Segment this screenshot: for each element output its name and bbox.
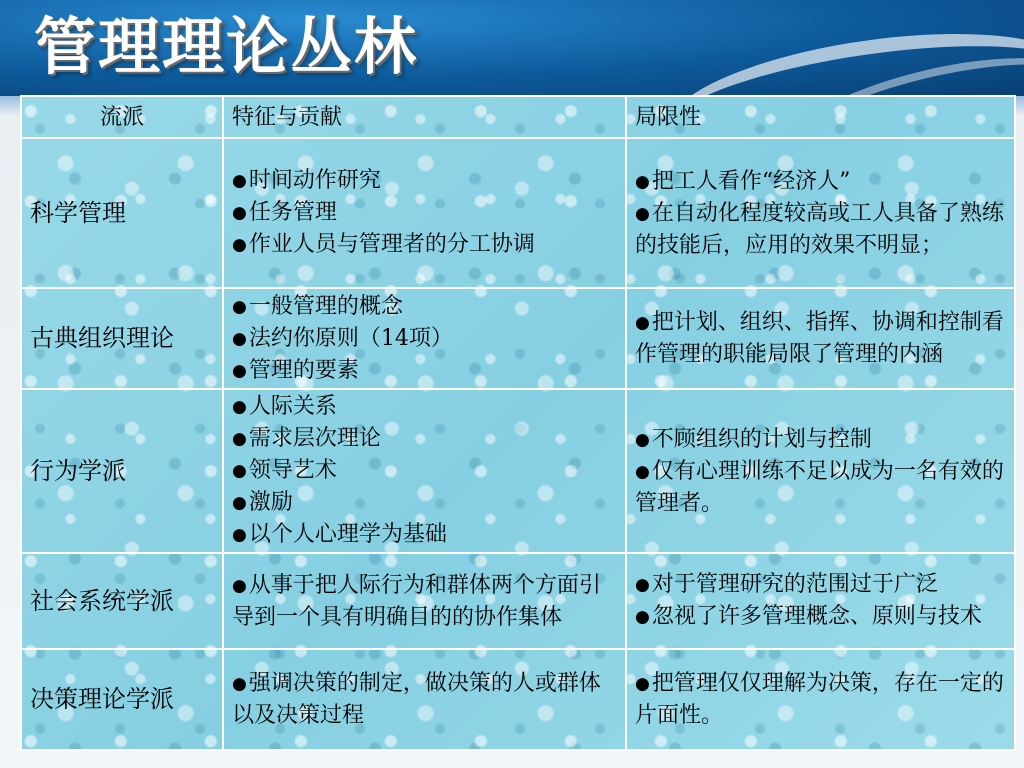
bullet-item (635, 198, 1006, 261)
header-school: 流派 (21, 96, 223, 138)
bullet-item (232, 391, 617, 423)
bullet-icon: ● (232, 461, 247, 481)
bullet-item (232, 291, 617, 323)
bullet-icon: ● (232, 171, 247, 191)
features-cell (223, 553, 626, 649)
header-features: 特征与贡献 (223, 96, 626, 138)
bullet-text: 忽视了许多管理概念、原则与技术 (651, 604, 982, 629)
bullet-text: 强调决策的制定，做决策的人或群体以及决策过程 (232, 671, 601, 728)
bullet-item (232, 197, 617, 229)
bullet-text: 一般管理的概念 (248, 293, 403, 319)
school-name: 决策理论学派 (21, 649, 223, 750)
school-name: 行为学派 (21, 389, 223, 553)
limitations-cell (626, 288, 1015, 389)
table-row (21, 389, 1015, 553)
table-row (21, 649, 1015, 750)
bullet-icon: ● (232, 429, 247, 449)
features-cell (223, 288, 626, 389)
bullet-text: 时间动作研究 (248, 168, 381, 193)
bullet-text: 以个人心理学为基础 (248, 522, 447, 547)
table-row (21, 138, 1015, 288)
bullet-text: 领导艺术 (248, 458, 337, 483)
bullet-text: 需求层次理论 (248, 426, 381, 451)
bullet-text: 对于管理研究的范围过于广泛 (651, 572, 938, 597)
bullet-text: 从事于把人际行为和群体两个方面引导到一个具有明确目的的协作集体 (232, 572, 601, 630)
bullet-item (232, 668, 617, 731)
bullet-item (232, 355, 617, 387)
bullet-text: 人际关系 (248, 394, 337, 419)
limitations-cell (626, 138, 1015, 288)
limitations-cell (626, 389, 1015, 553)
bullet-item (635, 601, 1006, 633)
bullet-item (232, 229, 617, 261)
bullet-icon: ● (232, 397, 247, 417)
bullet-icon: ● (232, 235, 247, 255)
bullet-icon: ● (232, 493, 247, 513)
bullet-icon: ● (635, 171, 650, 192)
school-name: 科学管理 (21, 138, 223, 288)
bullet-item (232, 165, 617, 197)
theory-table-container (20, 95, 1014, 749)
table-row (21, 553, 1015, 649)
bullet-icon: ● (635, 575, 650, 595)
slide-title: 管理理论丛林 (34, 10, 419, 83)
bullet-text: 任务管理 (248, 200, 337, 225)
table-row (21, 288, 1015, 389)
school-name: 古典组织理论 (21, 288, 223, 389)
bullet-item (635, 569, 1006, 601)
bullet-item (232, 487, 617, 519)
bullet-text: 把管理仅仅理解为决策，存在一定的片面性。 (635, 671, 1004, 728)
bullet-icon: ● (232, 203, 247, 223)
bullet-text: 不顾组织的计划与控制 (651, 426, 872, 452)
bullet-item (232, 323, 617, 355)
features-cell (223, 649, 626, 750)
school-name: 社会系统学派 (21, 553, 223, 649)
bullet-text: 仅有心理训练不足以成为一名有效的管理者。 (635, 458, 1004, 516)
header-limitations: 局限性 (626, 96, 1015, 138)
bullet-icon: ● (232, 575, 247, 596)
bullet-icon: ● (635, 429, 650, 450)
bullet-icon: ● (232, 525, 247, 545)
limitations-cell (626, 553, 1015, 649)
bullet-text: 在自动化程度较高或工人具备了熟练的技能后，应用的效果不明显； (635, 200, 1004, 258)
bullet-item (635, 668, 1006, 731)
bullet-icon: ● (635, 461, 650, 482)
bullet-text: 管理的要素 (248, 357, 359, 383)
bullet-item (635, 307, 1006, 370)
bullet-icon: ● (635, 607, 650, 627)
bullet-item (232, 519, 617, 551)
table-header-row (21, 96, 1015, 138)
bullet-icon: ● (232, 674, 247, 694)
bullet-text: 法约你原则（14项） (248, 325, 453, 351)
features-cell (223, 389, 626, 553)
bullet-text: 把计划、组织、指挥、协调和控制看作管理的职能局限了管理的内涵 (635, 310, 1004, 367)
bullet-text: 作业人员与管理者的分工协调 (248, 232, 535, 257)
bullet-item (232, 570, 617, 633)
bullet-icon: ● (635, 313, 650, 333)
bullet-item (232, 423, 617, 455)
bullet-icon: ● (232, 360, 247, 381)
bullet-icon: ● (232, 328, 247, 349)
features-cell (223, 138, 626, 288)
bullet-icon: ● (635, 203, 650, 224)
management-theory-table (20, 95, 1016, 751)
limitations-cell (626, 649, 1015, 750)
bullet-text: 把工人看作“经济人” (651, 168, 851, 194)
bullet-item (635, 456, 1006, 519)
bullet-item (635, 424, 1006, 456)
bullet-icon: ● (635, 674, 650, 694)
bullet-icon: ● (232, 296, 247, 317)
bullet-text: 激励 (248, 490, 293, 515)
bullet-item (635, 166, 1006, 198)
bullet-item (232, 455, 617, 487)
